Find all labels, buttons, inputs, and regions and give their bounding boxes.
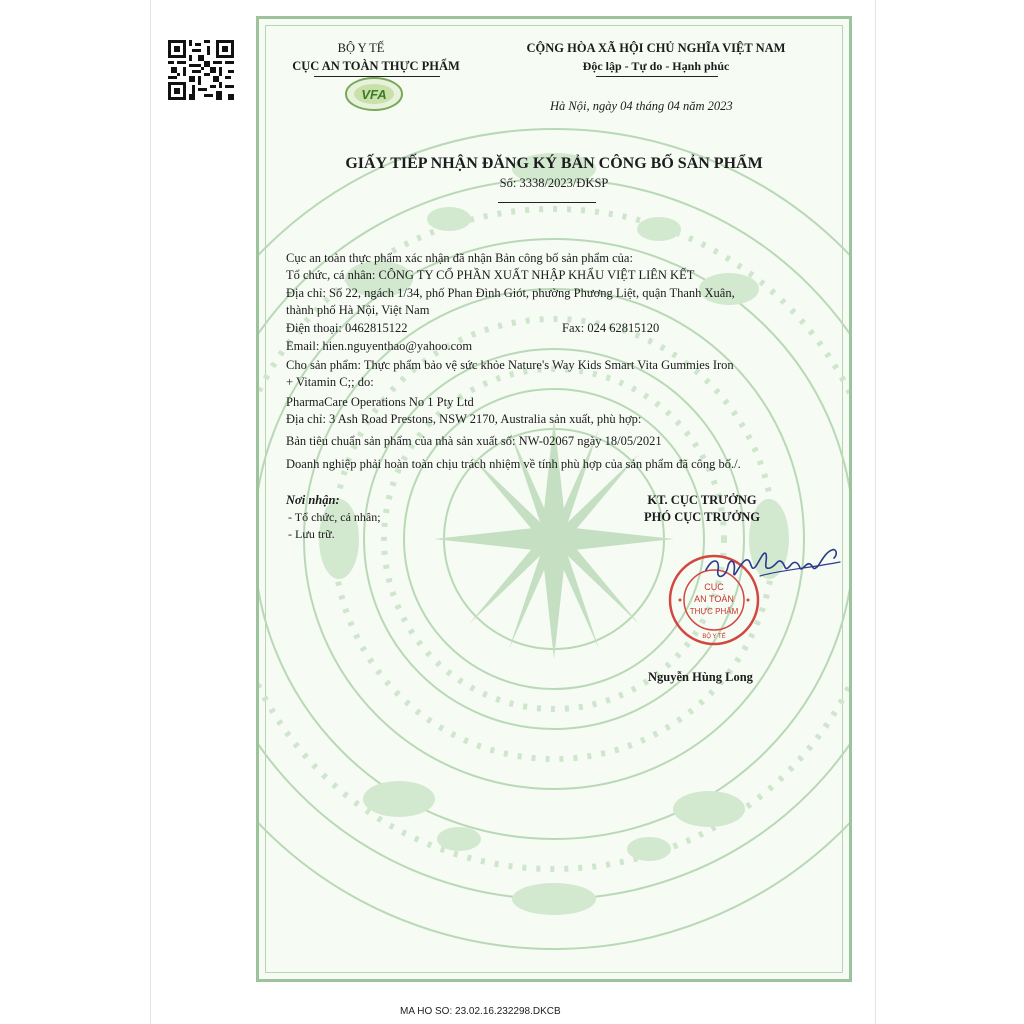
ministry-name: BỘ Y TẾ xyxy=(337,41,385,55)
recipient-item: - Tổ chức, cá nhân; xyxy=(288,510,381,524)
phone: Điện thoại: 0462815122 xyxy=(286,321,408,335)
fax: Fax: 024 62815120 xyxy=(562,321,660,335)
email: Email: hien.nguyenthao@yahoo.com xyxy=(286,339,473,353)
intro-text: Cục an toàn thực phẩm xác nhận đã nhận Bản công bố sản phẩm của: xyxy=(286,251,633,265)
title-underline xyxy=(498,202,596,203)
country-name: CỘNG HÒA XÃ HỘI CHỦ NGHĨA VIỆT NAM xyxy=(526,41,786,55)
svg-text:VFA: VFA xyxy=(361,87,387,102)
document-title: GIẤY TIẾP NHẬN ĐĂNG KÝ BẢN CÔNG BỐ SẢN PHẨM xyxy=(345,155,763,172)
standard-reference: Bản tiêu chuẩn sản phẩm của nhà sản xuất số: NW-02067 ngày 18/05/2021 xyxy=(286,434,662,448)
svg-text:THỰC PHẨM: THỰC PHẨM xyxy=(689,607,739,616)
responsibility-statement: Doanh nghiệp phải hoàn toàn chịu trách nhiệm về tính phù hợp của sản phẩm đã công bố./. xyxy=(286,457,741,471)
qr-code xyxy=(168,40,234,100)
motto: Độc lập - Tự do - Hạnh phúc xyxy=(582,59,730,73)
signatory-role-2: PHÓ CỤC TRƯỞNG xyxy=(644,510,760,524)
manufacturer: PharmaCare Operations No 1 Pty Ltd xyxy=(286,395,474,409)
motto-underline xyxy=(596,76,718,77)
svg-text:CỤC: CỤC xyxy=(704,582,724,592)
agency-underline xyxy=(314,76,440,77)
svg-text:BỘ Y TẾ: BỘ Y TẾ xyxy=(702,634,726,640)
file-code: MA HO SO: 23.02.16.232298.DKCB xyxy=(400,1006,561,1017)
product-line-2: + Vitamin C;; do: xyxy=(286,375,374,389)
agency-name: CỤC AN TOÀN THỰC PHẨM xyxy=(292,59,460,73)
product-line-1: Cho sản phẩm: Thực phẩm bảo vệ sức khỏe Nature's Way Kids Smart Vita Gummies Iron xyxy=(286,358,734,372)
recipient-item: - Lưu trữ. xyxy=(288,527,335,541)
place-date: Hà Nội, ngày 04 tháng 04 năm 2023 xyxy=(550,99,733,113)
organization: Tổ chức, cá nhân: CÔNG TY CỔ PHẦN XUẤT NHẬP KHẨU VIỆT LIÊN KẾT xyxy=(286,268,695,282)
manufacturer-address: Địa chỉ: 3 Ash Road Prestons, NSW 2170, Australia sản xuất, phù hợp: xyxy=(286,412,642,426)
svg-text:AN TOÀN: AN TOÀN xyxy=(694,594,734,604)
signatory-role-1: KT. CỤC TRƯỞNG xyxy=(647,493,757,507)
recipients-heading: Nơi nhận: xyxy=(286,493,340,507)
document-number: Số: 3338/2023/ĐKSP xyxy=(499,176,609,190)
org-address-line-2: thành phố Hà Nội, Việt Nam xyxy=(286,303,430,317)
org-address-line-1: Địa chỉ: Số 22, ngách 1/34, phố Phan Đình Giót, phường Phương Liệt, quận Thanh Xuân, xyxy=(286,286,735,300)
signatory-name: Nguyễn Hùng Long xyxy=(648,670,753,684)
handwritten-signature xyxy=(700,540,850,590)
